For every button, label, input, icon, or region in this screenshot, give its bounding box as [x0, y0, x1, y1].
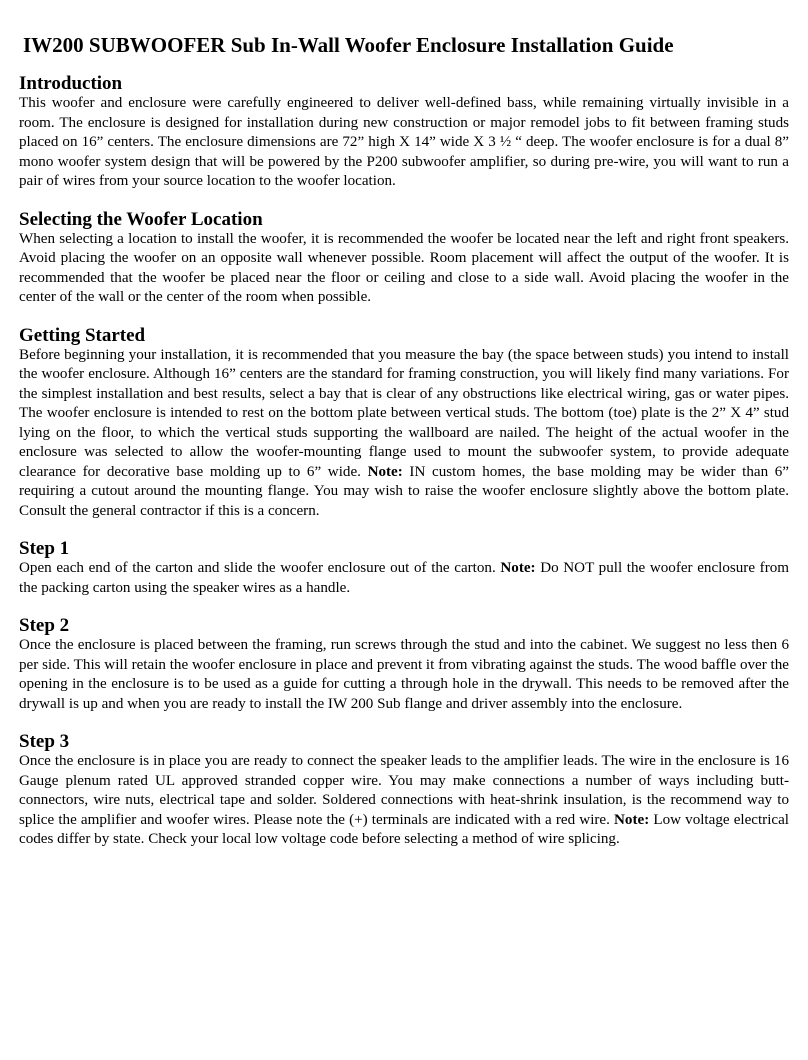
note-label: Note:: [614, 811, 650, 828]
section-heading: Step 2: [19, 615, 70, 636]
section-introduction: [19, 73, 789, 192]
section-selecting-location: [19, 209, 789, 308]
body-text: IN custom homes, the base molding may be wider than 6” requiring a cutout around the mounting flange. You may wish to raise the woofer enclosure slightly above the bottom plate. Consult the general contractor if this is a concern.: [19, 463, 790, 519]
section-body: Once the enclosure is placed between the framing, run screws through the stud and into the cabinet. We suggest no less then 6 per side. This will retain the woofer enclosure in place and prevent it from vibrating against the studs. The wood baffle over the opening in the enclosure is to be used as a guide for cutting a through hole in the drywall. This needs to be removed after the drywall is up and when you are ready to install the IW 200 Sub flange and driver assembly into the enclosure.: [19, 637, 789, 712]
section-body: This woofer and enclosure were carefully engineered to deliver well-defined bass, while remaining virtually invisible in a room. The enclosure is designed for installation during new construction or major remodel jobs to fit between framing studs placed on 16” centers. The enclosure dimensions are 72” high X 14” wide X 3 ½ “ deep. The woofer enclosure is for a dual 8” mono woofer system design that will be powered by the P200 subwoofer amplifier, so during pre-wire, you will want to run a pair of wires from your source location to the woofer location.: [19, 95, 789, 189]
section-heading: Step 3: [19, 731, 70, 752]
section-heading: Introduction: [19, 73, 123, 94]
body-text: Low voltage electrical codes differ by state. Check your local low voltage code before selecting a method of wire splicing.: [19, 811, 789, 847]
section-body: When selecting a location to install the woofer, it is recommended the woofer be located near the left and right front speakers. Avoid placing the woofer on an opposite wall whenever possible. Room placement will affect the output of the woofer. It is recommended that the woofer be placed near the floor or ceiling and close to a side wall. Avoid placing the woofer in the center of the wall or the center of the room when possible.: [19, 230, 789, 305]
document-title: IW200 SUBWOOFER Sub In-Wall Woofer Enclosure Installation Guide: [23, 33, 674, 57]
section-getting-started: [19, 325, 789, 522]
note-label: Note:: [500, 560, 536, 576]
section-body: [19, 346, 789, 522]
section-body: [19, 559, 789, 598]
section-heading: Step 1: [19, 538, 70, 559]
body-text: Do NOT pull the woofer enclosure from the packing carton using the speaker wires as a handle.: [19, 560, 790, 596]
body-text: Open each end of the carton and slide the woofer enclosure out of the carton.: [19, 560, 501, 576]
section-heading: Getting Started: [19, 324, 146, 346]
section-body: [19, 752, 789, 850]
section-step-3: [19, 731, 789, 850]
body-text: Before beginning your installation, it is recommended that you measure the bay (the space between studs) you intend to install the woofer enclosure. Although 16” centers are the standard for framing construction, you will likely find many variations. For the simplest installation and best results, select a bay that is clear of any obstructions like electrical wiring, gas or water pipes. The woofer enclosure is intended to rest on the bottom plate between vertical studs. The bottom (toe) plate is the 2” X 4” stud lying on the floor, to which the vertical studs supporting the wallboard are nailed. The height of the actual woofer in the enclosure was selected to allow the woofer-mounting flange used to mount the subwoofer system, to provide adequate clearance for decorative base molding up to 6” wide.: [19, 346, 789, 480]
section-step-2: [19, 615, 789, 714]
section-heading: Selecting the Woofer Location: [19, 208, 263, 230]
section-step-1: [19, 538, 789, 598]
note-label: Note:: [367, 463, 403, 480]
body-text: Once the enclosure is in place you are ready to connect the speaker leads to the amplifier leads. The wire in the enclosure is 16 Gauge plenum rated UL approved stranded copper wire. You may make connections a number of ways including butt-connectors, wire nuts, electrical tape and solder. Soldered connections with heat-shrink insulation, is the recommend way to splice the amplifier and woofer wires. Please note the (+) terminals are indicated with a red wire.: [19, 753, 789, 828]
